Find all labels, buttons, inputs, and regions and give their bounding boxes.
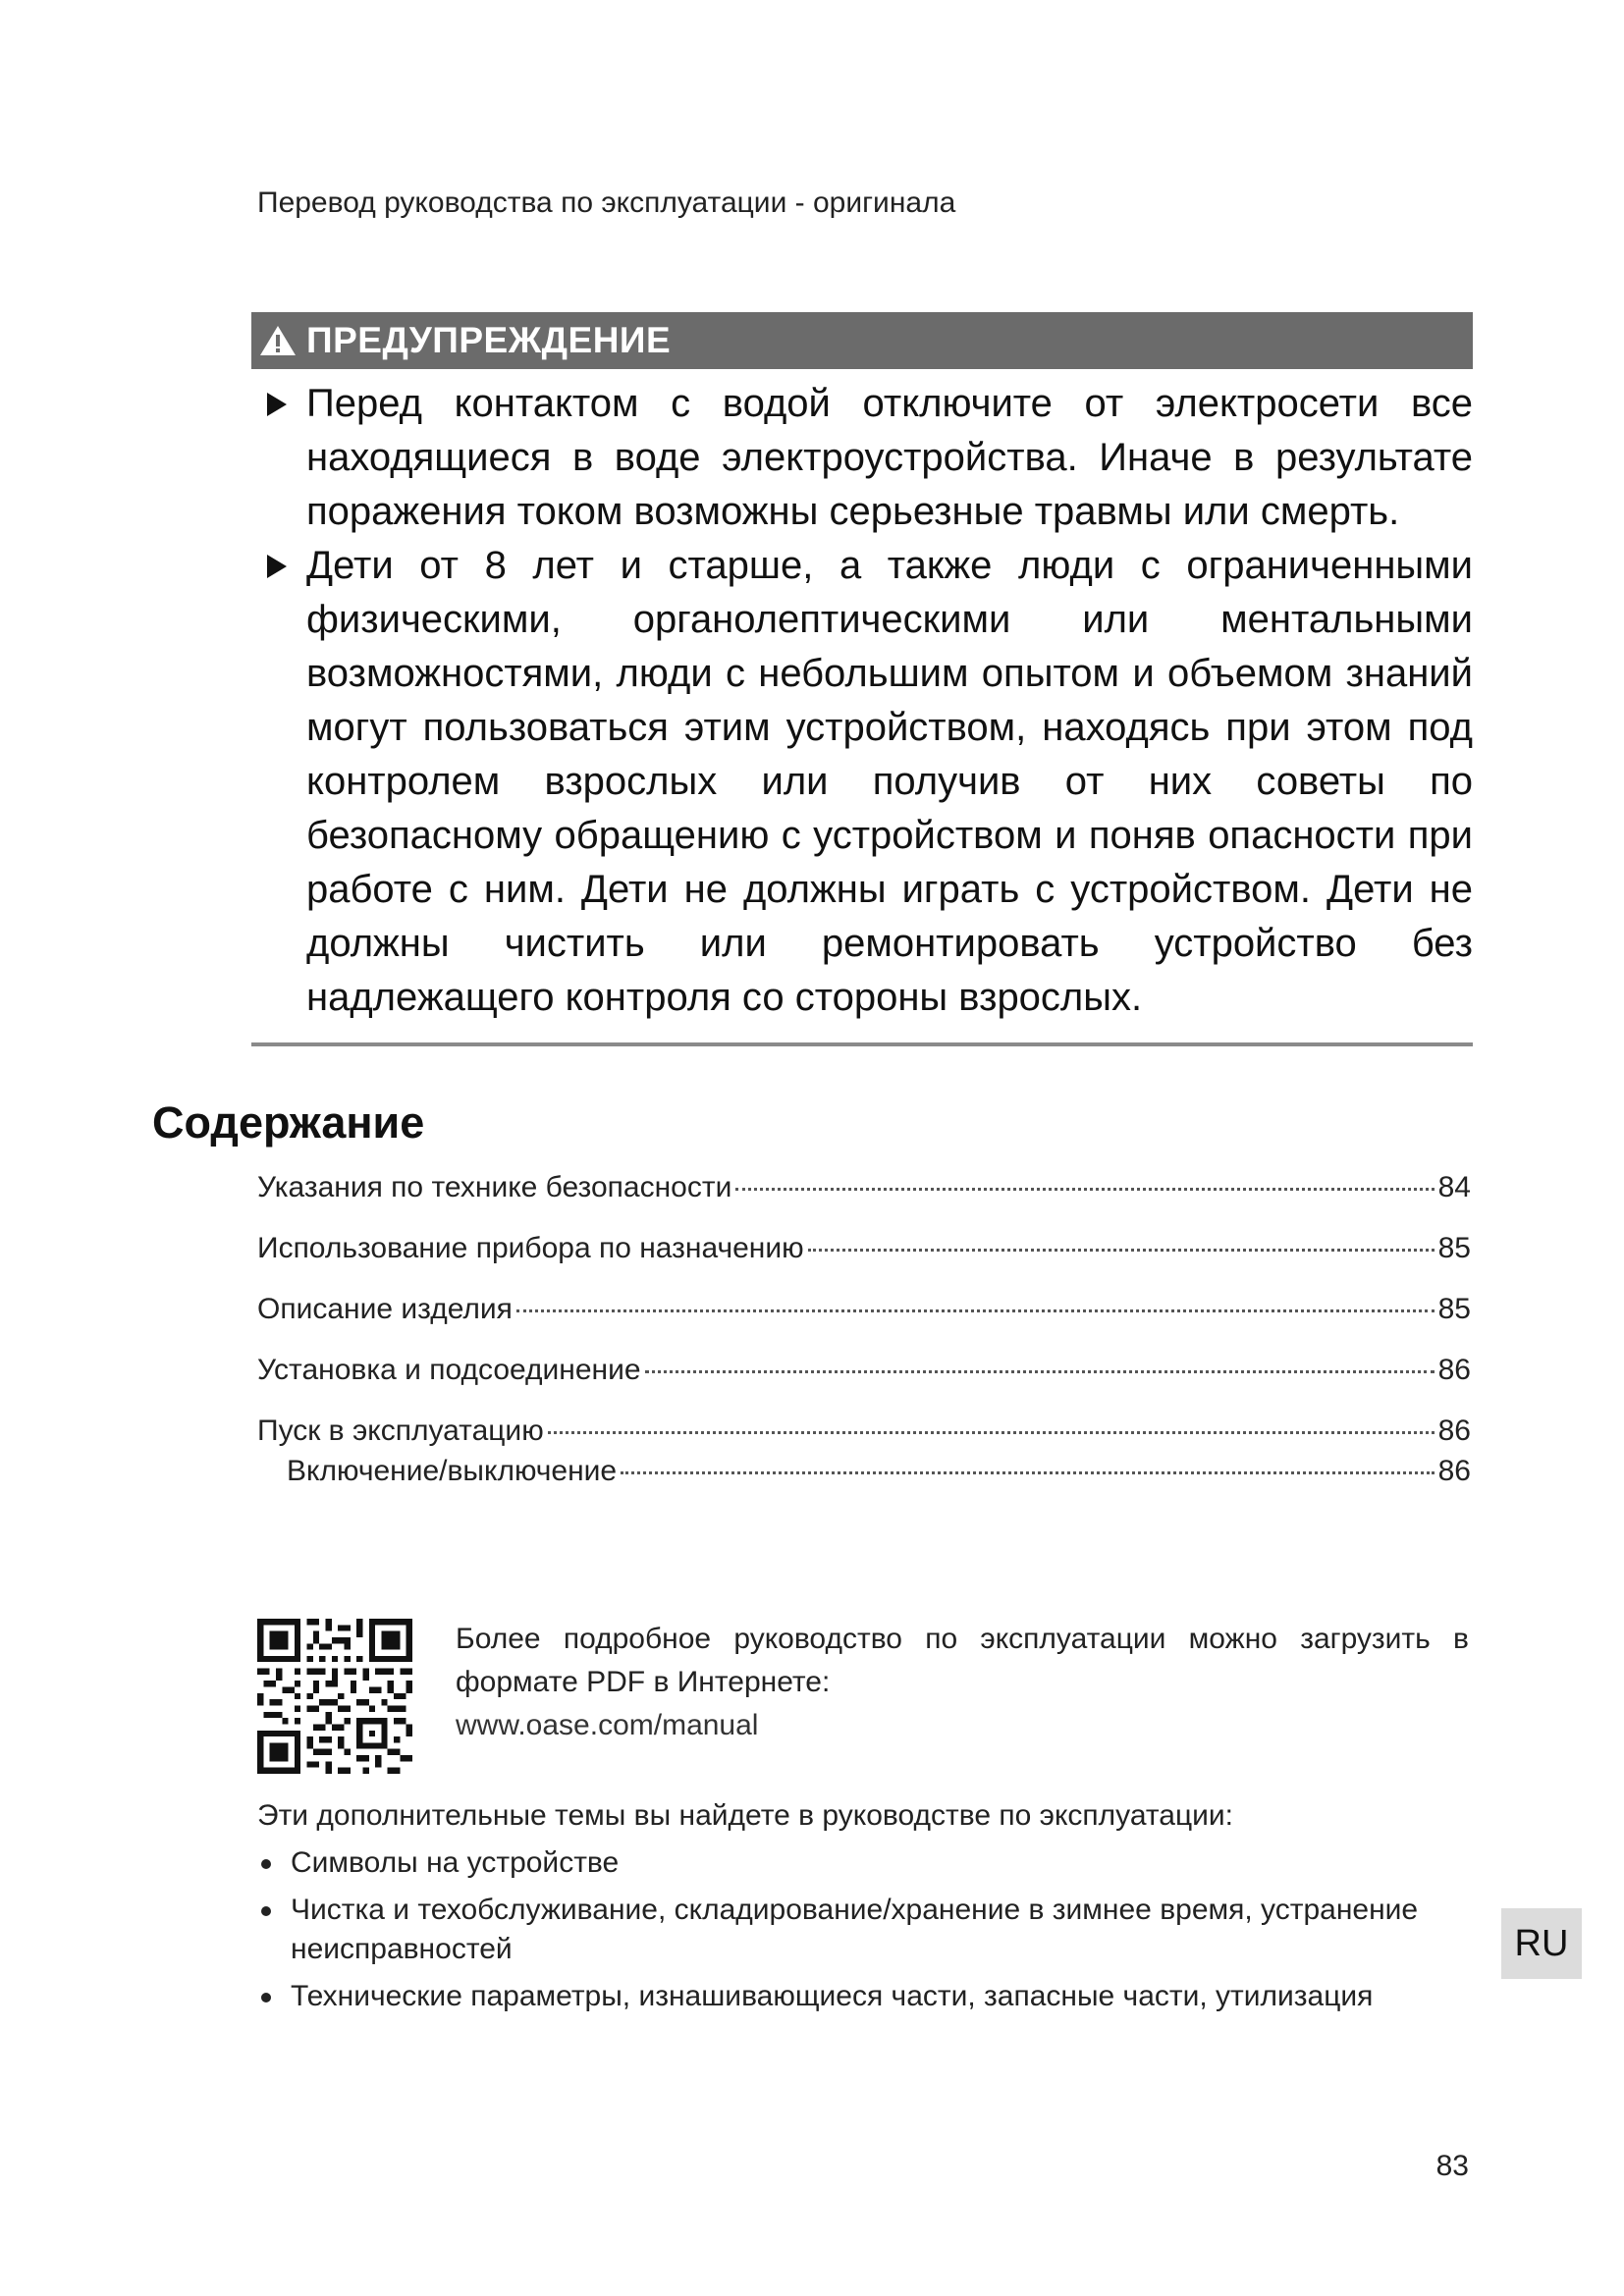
table-of-contents bbox=[257, 1171, 1471, 1495]
toc-entry-page: 85 bbox=[1437, 1293, 1471, 1325]
triangle-bullet-icon bbox=[265, 391, 289, 418]
toc-entry-label: Использование прибора по назначению bbox=[257, 1232, 804, 1264]
topics-list bbox=[257, 1843, 1471, 2016]
additional-topics bbox=[257, 1794, 1471, 2024]
toc-entry[interactable] bbox=[257, 1354, 1471, 1394]
toc-entry-label: Включение/выключение bbox=[287, 1455, 618, 1487]
triangle-bullet-icon bbox=[265, 553, 289, 580]
toc-entry[interactable] bbox=[257, 1171, 1471, 1211]
toc-entry-page: 85 bbox=[1437, 1232, 1471, 1264]
warning-item-text: Перед контактом с водой отключите от электросети все находящиеся в воде электроустройства. Иначе в результате поражения током возможны серьезные травмы или смерть. bbox=[306, 382, 1473, 533]
toc-entry[interactable] bbox=[257, 1293, 1471, 1333]
toc-leader-dots bbox=[548, 1431, 1435, 1434]
toc-entry-label: Пуск в эксплуатацию bbox=[257, 1415, 544, 1447]
toc-leader-dots bbox=[645, 1370, 1435, 1373]
language-tab[interactable]: RU bbox=[1501, 1908, 1582, 1979]
contents-heading: Содержание bbox=[152, 1097, 425, 1148]
topic-item: Символы на устройстве bbox=[257, 1843, 1471, 1883]
warning-item bbox=[251, 539, 1473, 1025]
manual-url-link[interactable]: www.oase.com/manual bbox=[456, 1709, 759, 1741]
toc-leader-dots bbox=[516, 1309, 1435, 1312]
toc-entry[interactable] bbox=[257, 1415, 1471, 1455]
topics-intro: Эти дополнительные темы вы найдете в руководстве по эксплуатации: bbox=[257, 1799, 1233, 1832]
toc-leader-dots bbox=[808, 1249, 1435, 1252]
warning-triangle-icon bbox=[259, 324, 297, 357]
warning-header bbox=[251, 312, 1473, 369]
topic-item: Технические параметры, изнашивающиеся части, запасные части, утилизация bbox=[257, 1977, 1471, 2016]
warning-title: ПРЕДУПРЕЖДЕНИЕ bbox=[306, 320, 672, 360]
pdf-download-text: Более подробное руководство по эксплуатации можно загрузить в формате PDF в Интернете: bbox=[456, 1623, 1469, 1698]
pdf-download-info bbox=[456, 1618, 1469, 1747]
toc-entry-page: 86 bbox=[1437, 1354, 1471, 1386]
toc-entry-page: 84 bbox=[1437, 1171, 1471, 1203]
toc-entry-label: Установка и подсоединение bbox=[257, 1354, 641, 1386]
document-subtitle: Перевод руководства по эксплуатации - оригинала bbox=[257, 187, 956, 219]
toc-entry-page: 86 bbox=[1437, 1415, 1471, 1447]
toc-entry-label: Описание изделия bbox=[257, 1293, 513, 1325]
topic-item: Чистка и техобслуживание, складирование/хранение в зимнее время, устранение неисправностей bbox=[257, 1891, 1471, 1969]
warning-item bbox=[251, 377, 1473, 539]
toc-entry[interactable] bbox=[257, 1232, 1471, 1272]
warning-item-text: Дети от 8 лет и старше, а также люди с ограниченными физическими, органолептическими или ментальными возможностями, люди с небольшим опытом и объемом знаний могут пользоваться этим устройством, находясь при этом под контролем взрослых или получив от них советы по безопасному обращению с устройством и поняв опасности при работе с ним. Дети не должны играть с устройством. Дети не должны чистить или ремонтировать устройство без надлежащего контроля со стороны взрослых. bbox=[306, 544, 1473, 1019]
warning-list bbox=[251, 369, 1473, 1046]
warning-box bbox=[251, 312, 1473, 1046]
toc-entry-page: 86 bbox=[1437, 1455, 1471, 1487]
toc-subentry[interactable] bbox=[257, 1455, 1471, 1495]
toc-leader-dots bbox=[735, 1188, 1434, 1191]
toc-entry-label: Указания по технике безопасности bbox=[257, 1171, 732, 1203]
toc-leader-dots bbox=[621, 1471, 1435, 1474]
page-number: 83 bbox=[1435, 2150, 1469, 2182]
qr-code-icon[interactable] bbox=[257, 1619, 412, 1774]
